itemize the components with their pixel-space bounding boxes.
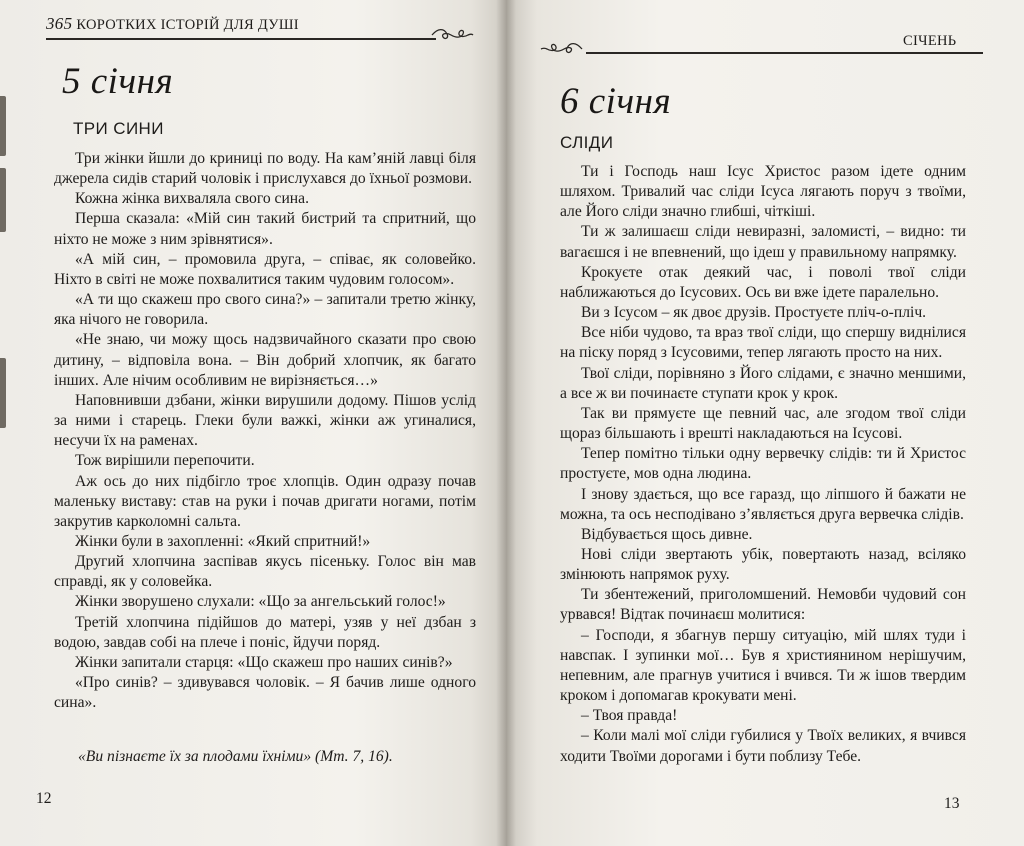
paragraph: Ти ж залишаєш сліди невиразні, заломисті, – видно: ти вагаєшся і не впевнений, що ідеш у правильному напрямку.	[560, 223, 966, 261]
page-edge-marker	[0, 96, 6, 156]
page-edge-marker	[0, 168, 6, 232]
running-head-title: СІЧЕНЬ	[903, 33, 957, 49]
paragraph: Ти збентежений, приголомшений. Немовби чудовий сон урвався! Відтак починаєш молитися:	[560, 586, 966, 624]
paragraph: Крокуєте отак деякий час, і поволі твої сліди наближаються до Ісусових. Ось ви вже ідете паралельно.	[560, 263, 966, 301]
paragraph: «А мій син, – промовила друга, – співає, як соловейко. Ніхто в світі не може похвалитися таким чудовим голосом».	[54, 250, 476, 288]
paragraph: Наповнивши дзбани, жінки вирушили додому. Пішов услід за ними і старець. Глеки були важкі, жінки аж угиналися, несучи їх на раменах.	[54, 391, 476, 450]
page-edge-marker	[0, 358, 6, 428]
paragraph: Перша сказала: «Мій син такий бистрий та спритний, що ніхто не може з ним зрівнятися».	[54, 210, 476, 248]
book-gutter	[496, 0, 516, 846]
paragraph: Кожна жінка вихваляла свого сина.	[75, 190, 309, 208]
flourish-ornament-icon	[430, 26, 474, 42]
page-number: 12	[36, 790, 52, 807]
paragraph: «А ти що скажеш про свого сина?» – запитали третю жінку, яка нічого не говорила.	[54, 291, 476, 329]
paragraph: Відбувається щось дивне.	[581, 525, 753, 543]
paragraph: Ви з Ісусом – як двоє друзів. Простуєте пліч-о-пліч.	[581, 304, 927, 322]
scripture-quote: «Ви пізнаєте їх за плодами їхніми» (Мт. 7, 16).	[78, 748, 393, 765]
page-number: 13	[944, 795, 960, 812]
running-head	[903, 33, 956, 50]
left-page	[0, 0, 506, 846]
paragraph: Так ви прямуєте ще певний час, але згодом твої сліди щораз більшають і врешті накладаються на Ісусові.	[560, 404, 966, 443]
paragraph: «Не знаю, чи можу щось надзвичайного сказати про свою дитину, – відповіла вона. – Він добрий хлопчик, як багато інших. Але нічим особливим не вирізняється…»	[54, 331, 476, 389]
paragraph: Жінки були в захопленні: «Який спритний!»	[75, 532, 371, 550]
header-rule	[586, 52, 983, 54]
date-heading: 5 січня	[62, 61, 174, 102]
date-heading: 6 січня	[560, 81, 672, 122]
paragraph: Ти і Господь наш Ісус Христос разом ідете одним шляхом. Тривалий час сліди Ісуса лягають поруч з твоїми, але Його сліди значно глибші, чіткіші.	[560, 163, 966, 221]
story-body	[560, 162, 966, 767]
paragraph: Тож вирішили перепочити.	[75, 452, 255, 470]
story-title: СЛІДИ	[560, 133, 614, 152]
paragraph: Жінки зворушено слухали: «Що за ангельський голос!»	[75, 593, 446, 611]
header-rule	[46, 38, 436, 40]
paragraph: «Про синів? – здивувався чоловік. – Я бачив лише одного сина».	[54, 674, 476, 712]
running-head-title: КОРОТКИХ ІСТОРІЙ ДЛЯ ДУШІ	[76, 17, 299, 33]
right-page	[506, 0, 1024, 846]
running-head	[46, 14, 299, 34]
paragraph: Твої сліди, порівняно з Його слідами, є значно меншими, а все ж ви починаєте ступати крок у крок.	[560, 364, 966, 402]
paragraph: Тепер помітно тільки одну вервечку слідів: ти й Христос простуєте, мов одна людина.	[560, 445, 966, 483]
paragraph: Все ніби чудово, та враз твої сліди, що спершу виднілися на піску поряд з Ісусовими, тепер лягають просто на них.	[560, 324, 966, 362]
paragraph: Жінки запитали старця: «Що скажеш про наших синів?»	[75, 653, 453, 671]
paragraph: – Господи, я збагнув першу ситуацію, мій шлях туди і навспак. І зупинки мої… Був я християнином нерішучим, непевним, але прагнув учитися і вчився. Ти ж ішов твердим кроком і допомагав крокувати мені.	[560, 626, 966, 705]
flourish-ornament-icon	[540, 40, 584, 56]
paragraph: – Коли малі мої сліди губилися у Твоїх великих, я вчився ходити Твоїми дорогами і бути поблизу Тебе.	[560, 727, 966, 765]
paragraph: Третій хлопчина підійшов до матері, узяв у неї дзбан з водою, завдав собі на плече і поніс, йдучи поряд.	[54, 613, 476, 651]
story-title: ТРИ СИНИ	[73, 119, 164, 138]
paragraph: Другий хлопчина заспівав якусь пісеньку. Голос він мав справді, як у соловейка.	[54, 553, 476, 591]
paragraph: І знову здається, що все гаразд, що ліпшого й бажати не можна, та ось несподівано з’являється друга вервечка слідів.	[560, 485, 966, 523]
story-body	[54, 149, 476, 713]
paragraph: Три жінки йшли до криниці по воду. На кам’яній лавці біля джерела сидів старий чоловік і прислухався до їхньої розмови.	[54, 150, 476, 188]
paragraph: – Твоя правда!	[581, 707, 678, 725]
paragraph: Аж ось до них підбігло троє хлопців. Один одразу почав маленьку виставу: став на руки і почав дригати ногами, потім закрутив карколомні сальта.	[54, 472, 476, 530]
running-head-number: 365	[46, 14, 73, 33]
paragraph: Нові сліди звертають убік, повертають назад, всіляко змінюють напрямок руху.	[560, 545, 966, 584]
